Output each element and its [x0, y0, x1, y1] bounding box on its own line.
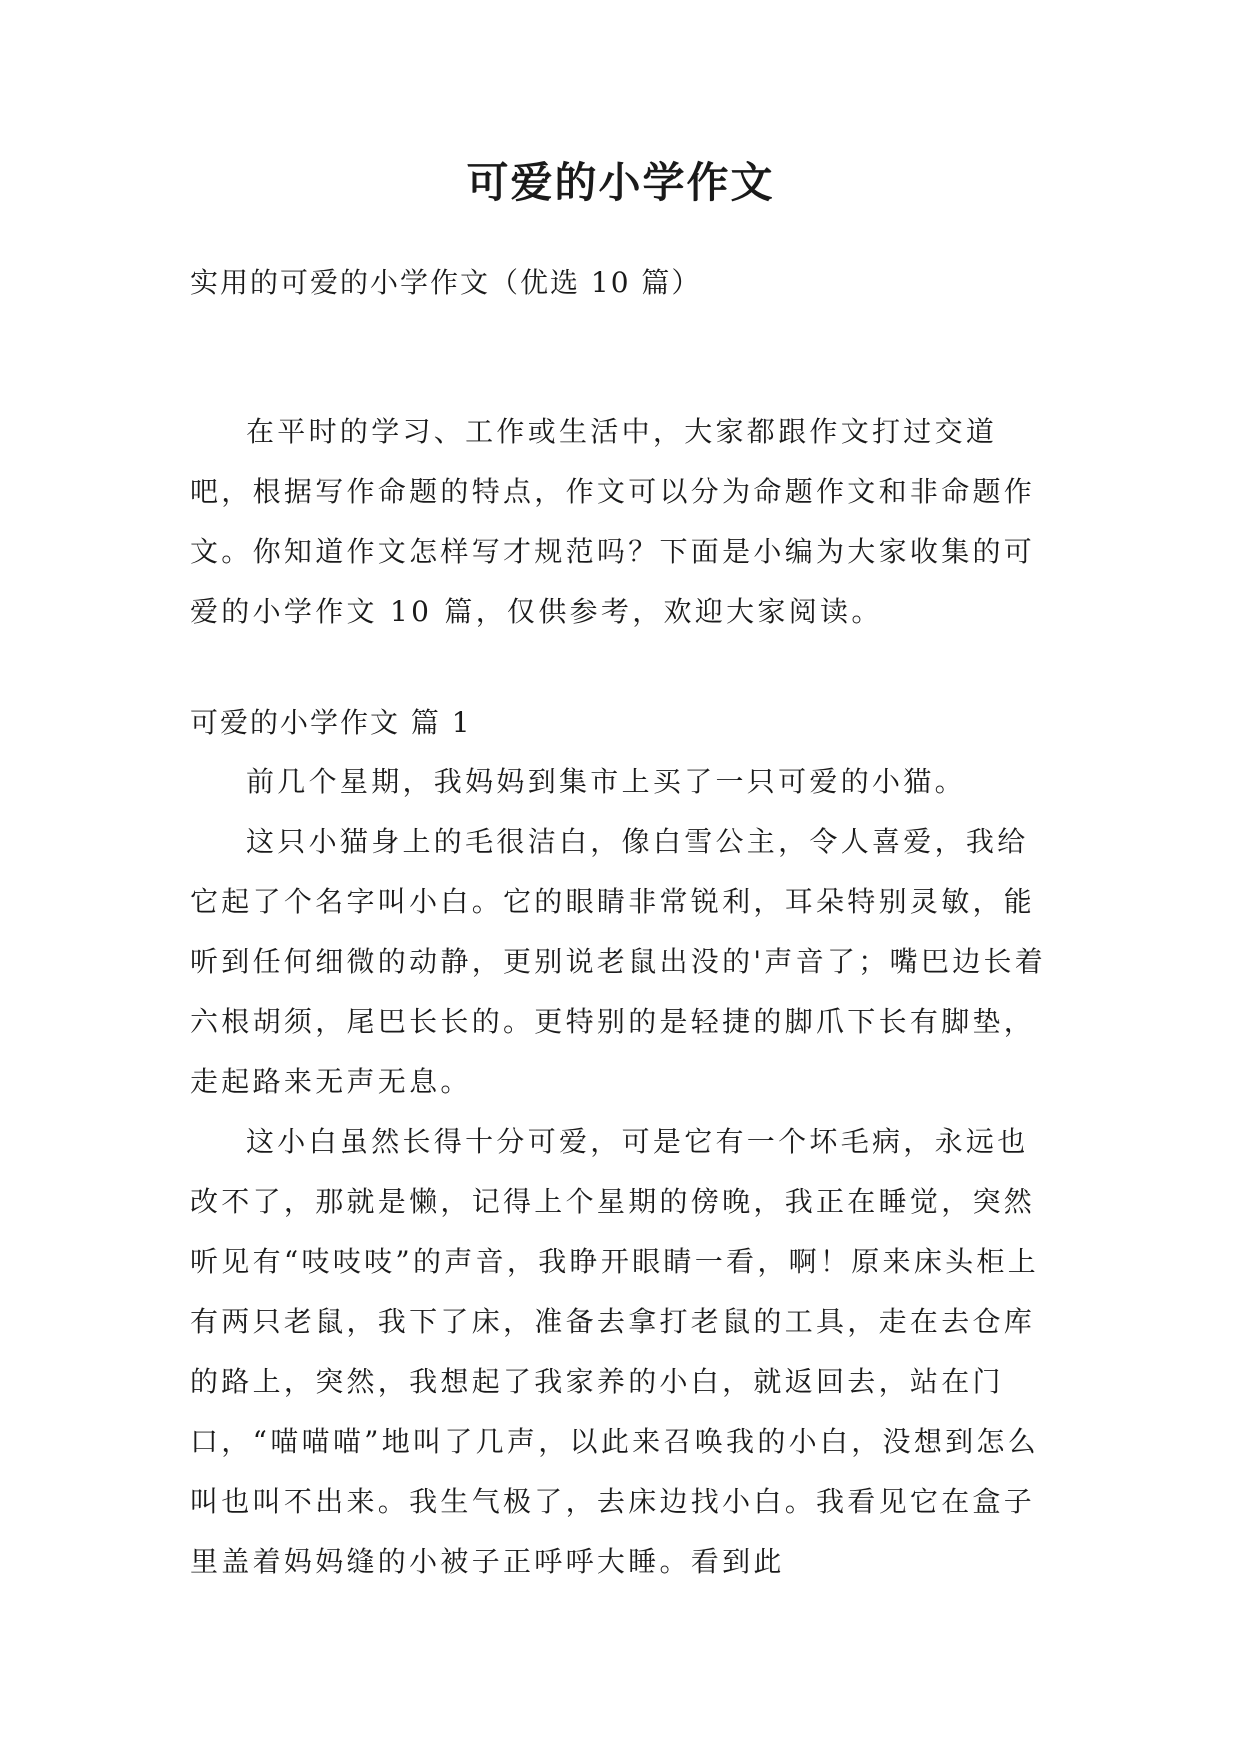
- section-paragraph: 前几个星期，我妈妈到集市上买了一只可爱的小猫。: [246, 765, 966, 798]
- section-heading: 可爱的小学作文 篇 1: [190, 706, 472, 739]
- document-subtitle: 实用的可爱的小学作文（优选 10 篇）: [190, 266, 702, 299]
- section-paragraph: 这只小猫身上的毛很洁白，像白雪公主，令人喜爱，我给它起了个名字叫小白。它的眼睛非常锐利，耳朵特别灵敏，能听到任何细微的动静，更别说老鼠出没的'声音了；嘴巴边长着六根胡须，尾巴长长的。更特别的是轻捷的脚爪下长有脚垫，走起路来无声无息。: [190, 825, 1047, 1098]
- document-title: 可爱的小学作文: [466, 158, 775, 207]
- section-paragraph: 这小白虽然长得十分可爱，可是它有一个坏毛病，永远也改不了，那就是懒，记得上个星期的傍晚，我正在睡觉，突然听见有“吱吱吱”的声音，我睁开眼睛一看，啊！原来床头柜上有两只老鼠，我下了床，准备去拿打老鼠的工具，走在去仓库的路上，突然，我想起了我家养的小白，就返回去，站在门口，“喵喵喵”地叫了几声，以此来召唤我的小白，没想到怎么叫也叫不出来。我生气极了，去床边找小白。我看见它在盒子里盖着妈妈缝的小被子正呼呼大睡。看到此: [190, 1125, 1040, 1578]
- intro-paragraph: 在平时的学习、工作或生活中，大家都跟作文打过交道吧，根据写作命题的特点，作文可以分为命题作文和非命题作文。你知道作文怎样写才规范吗？下面是小编为大家收集的可爱的小学作文 10 篇，仅供参考，欢迎大家阅读。: [190, 415, 1036, 628]
- intro-block: [190, 402, 1052, 642]
- section-body: [190, 752, 1052, 1592]
